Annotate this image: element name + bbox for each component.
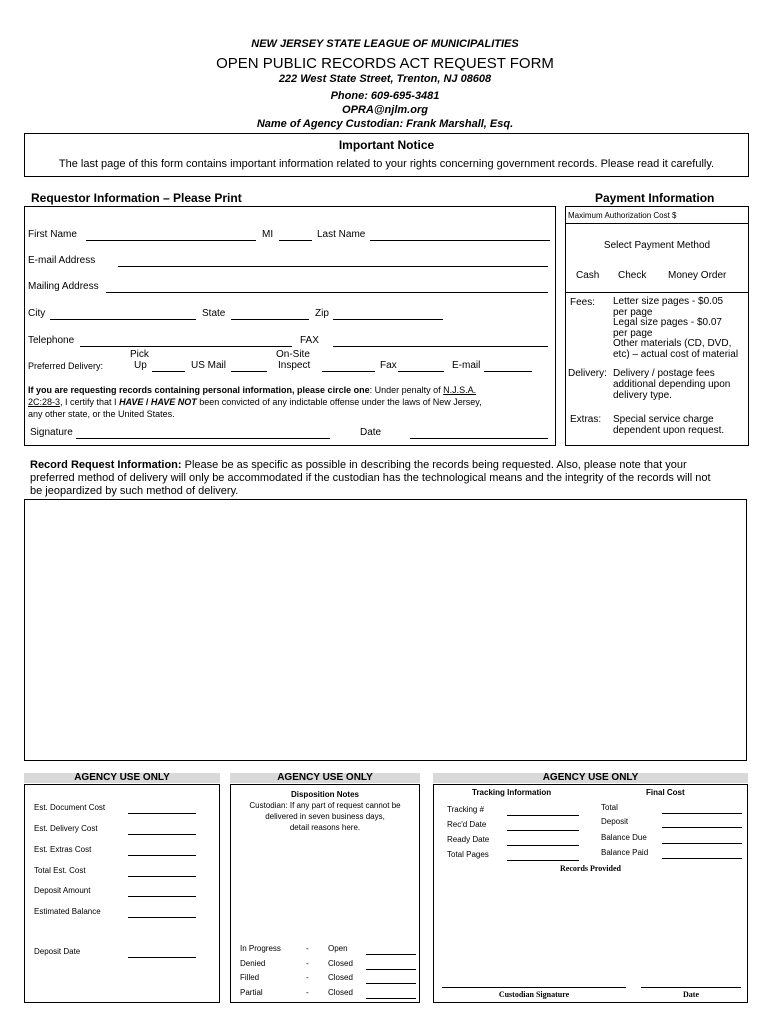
recd-date-field[interactable] bbox=[507, 830, 579, 831]
agency-heading-1: AGENCY USE ONLY bbox=[74, 772, 170, 783]
deposit-date-field[interactable] bbox=[128, 957, 196, 958]
delivery-text: Delivery / postage fees additional depending upon delivery type. bbox=[613, 368, 731, 401]
signature-label: Signature bbox=[30, 427, 73, 438]
status-partial: Partial bbox=[240, 988, 263, 997]
status-open: Open bbox=[328, 944, 348, 953]
mailing-label: Mailing Address bbox=[28, 281, 99, 292]
deposit-date-label: Deposit Date bbox=[34, 947, 81, 956]
final-total-field[interactable] bbox=[662, 813, 742, 814]
email-field[interactable] bbox=[118, 266, 548, 267]
fees-label: Fees: bbox=[570, 297, 596, 308]
status-dash-2: - bbox=[306, 959, 309, 968]
status-filled: Filled bbox=[240, 973, 260, 982]
max-auth-label: Maximum Authorization Cost $ bbox=[568, 211, 677, 220]
check-option[interactable]: Check bbox=[618, 270, 647, 281]
certification-text: If you are requesting records containing personal information, please circle one: Under penalty of N.J.S.A. 2C:28-3, I certify that I HAVE / HAVE NOT been convicted of any indictable offense under the laws of New Jersey, any other state, or the United States. bbox=[28, 385, 482, 419]
ready-date-field[interactable] bbox=[507, 845, 579, 846]
status-filled-field[interactable] bbox=[366, 983, 416, 984]
fax-delivery-field[interactable] bbox=[398, 371, 444, 372]
status-partial-field[interactable] bbox=[366, 998, 416, 999]
final-cost-title: Final Cost bbox=[646, 788, 685, 797]
select-payment-label: Select Payment Method bbox=[603, 240, 711, 251]
money-order-option[interactable]: Money Order bbox=[668, 270, 727, 281]
status-open-field[interactable] bbox=[366, 954, 416, 955]
status-closed-2: Closed bbox=[328, 973, 353, 982]
fax-label: FAX bbox=[300, 335, 319, 346]
pick-label: Pick bbox=[130, 349, 149, 360]
first-name-field[interactable] bbox=[86, 240, 256, 241]
balance-due-field[interactable] bbox=[662, 843, 742, 844]
inspect-label: Inspect bbox=[278, 360, 311, 371]
status-denied-field[interactable] bbox=[366, 969, 416, 970]
total-est-cost-label: Total Est. Cost bbox=[34, 866, 86, 875]
usmail-field[interactable] bbox=[231, 371, 267, 372]
have-option[interactable]: HAVE bbox=[119, 397, 144, 407]
form-title: OPEN PUBLIC RECORDS ACT REQUEST FORM bbox=[216, 55, 554, 72]
tracking-box bbox=[433, 784, 748, 1003]
est-extras-cost-field[interactable] bbox=[128, 855, 196, 856]
notice-box bbox=[24, 133, 749, 177]
status-dash-1: - bbox=[306, 944, 309, 953]
last-name-field[interactable] bbox=[370, 240, 550, 241]
recd-date-label: Rec'd Date bbox=[447, 820, 487, 829]
est-delivery-cost-field[interactable] bbox=[128, 834, 196, 835]
up-label: Up bbox=[134, 360, 147, 371]
records-provided-label: Records Provided bbox=[560, 864, 621, 873]
agency-heading-2: AGENCY USE ONLY bbox=[277, 772, 373, 783]
est-document-cost-label: Est. Document Cost bbox=[34, 803, 106, 812]
email: OPRA@njlm.org bbox=[342, 104, 428, 116]
last-name-label: Last Name bbox=[317, 229, 366, 240]
pickup-field[interactable] bbox=[152, 371, 185, 372]
fees-text: Letter size pages - $0.05 per page Legal size pages - $0.07 per page Other materials (CD, DVD, etc) – actual cost of material bbox=[613, 296, 739, 360]
extras-label: Extras: bbox=[570, 414, 602, 425]
telephone-field[interactable] bbox=[80, 346, 292, 347]
phone: Phone: 609-695-3481 bbox=[330, 90, 440, 102]
cash-option[interactable]: Cash bbox=[576, 270, 600, 281]
disposition-title: Disposition Notes bbox=[290, 790, 359, 799]
balance-due-label: Balance Due bbox=[601, 833, 647, 842]
final-deposit-label: Deposit bbox=[601, 817, 629, 826]
telephone-label: Telephone bbox=[28, 335, 75, 346]
agency-heading-3: AGENCY USE ONLY bbox=[542, 772, 639, 783]
email-delivery-label: E-mail bbox=[452, 360, 481, 371]
tracking-number-label: Tracking # bbox=[447, 805, 485, 814]
payment-heading: Payment Information bbox=[595, 191, 715, 205]
zip-label: Zip bbox=[315, 308, 329, 319]
disposition-text: Custodian: If any part of request cannot be delivered in seven business days, detail reasons here. bbox=[249, 801, 401, 832]
mailing-field[interactable] bbox=[106, 292, 548, 293]
final-total-label: Total bbox=[601, 803, 618, 812]
total-pages-label: Total Pages bbox=[447, 850, 489, 859]
est-document-cost-field[interactable] bbox=[128, 813, 196, 814]
date-field[interactable] bbox=[410, 438, 548, 439]
fax-field[interactable] bbox=[333, 346, 548, 347]
total-pages-field[interactable] bbox=[507, 860, 579, 861]
custodian-signature-field[interactable] bbox=[442, 987, 626, 988]
delivery-label: Delivery: bbox=[568, 368, 607, 379]
total-est-cost-field[interactable] bbox=[128, 876, 196, 877]
onsite-label: On-Site bbox=[276, 349, 310, 360]
email-delivery-field[interactable] bbox=[484, 371, 532, 372]
ready-date-label: Ready Date bbox=[447, 835, 490, 844]
city-label: City bbox=[28, 308, 46, 319]
custodian-signature-label: Custodian Signature bbox=[498, 990, 570, 999]
inspect-field[interactable] bbox=[322, 371, 375, 372]
state-field[interactable] bbox=[231, 319, 309, 320]
status-dash-4: - bbox=[306, 988, 309, 997]
have-not-option[interactable]: HAVE NOT bbox=[150, 397, 197, 407]
tracking-number-field[interactable] bbox=[507, 815, 579, 816]
est-extras-cost-label: Est. Extras Cost bbox=[34, 845, 92, 854]
payment-divider bbox=[565, 292, 749, 293]
record-request-textarea[interactable] bbox=[24, 499, 747, 761]
mi-label: MI bbox=[262, 229, 274, 240]
deposit-amount-field[interactable] bbox=[128, 896, 196, 897]
status-denied: Denied bbox=[240, 959, 266, 968]
requestor-heading: Requestor Information – Please Print bbox=[31, 191, 242, 205]
notice-text: The last page of this form contains important information related to your rights concerning government records. Please read it carefully. bbox=[58, 158, 715, 170]
zip-field[interactable] bbox=[333, 319, 443, 320]
custodian-name: Name of Agency Custodian: Frank Marshall, Esq. bbox=[256, 118, 514, 130]
status-in-progress: In Progress bbox=[240, 944, 281, 953]
custodian-date-label: Date bbox=[683, 990, 699, 999]
signature-field[interactable] bbox=[76, 438, 330, 439]
custodian-date-field[interactable] bbox=[641, 987, 741, 988]
deposit-amount-label: Deposit Amount bbox=[34, 886, 91, 895]
state-label: State bbox=[202, 308, 226, 319]
balance-paid-field[interactable] bbox=[662, 858, 742, 859]
org-name: NEW JERSEY STATE LEAGUE OF MUNICIPALITIES bbox=[251, 38, 519, 50]
status-closed-3: Closed bbox=[328, 988, 353, 997]
preferred-delivery-label: Preferred Delivery: bbox=[28, 361, 104, 371]
status-dash-3: - bbox=[306, 973, 309, 982]
usmail-label: US Mail bbox=[191, 360, 227, 371]
record-request-instructions: Record Request Information: Please be as specific as possible in describing the records being requested. Also, please note that your preferred method of delivery will only be accommodated if the custodian has the technological means and the integrity of the records will not be jeopardized by such method of delivery. bbox=[30, 459, 711, 497]
mi-field[interactable] bbox=[279, 240, 312, 241]
final-deposit-field[interactable] bbox=[662, 827, 742, 828]
status-closed-1: Closed bbox=[328, 959, 353, 968]
notice-title: Important Notice bbox=[338, 138, 435, 152]
email-label: E-mail Address bbox=[28, 255, 96, 266]
estimated-balance-label: Estimated Balance bbox=[34, 907, 101, 916]
estimated-balance-field[interactable] bbox=[128, 917, 196, 918]
balance-paid-label: Balance Paid bbox=[601, 848, 649, 857]
extras-text: Special service charge dependent upon request. bbox=[613, 414, 725, 436]
date-label: Date bbox=[360, 427, 382, 438]
fax-delivery-label: Fax bbox=[380, 360, 397, 371]
address: 222 West State Street, Trenton, NJ 08608 bbox=[278, 73, 492, 85]
max-auth-field[interactable] bbox=[565, 223, 749, 224]
tracking-title: Tracking Information bbox=[472, 788, 552, 797]
first-name-label: First Name bbox=[28, 229, 77, 240]
est-delivery-cost-label: Est. Delivery Cost bbox=[34, 824, 98, 833]
city-field[interactable] bbox=[50, 319, 196, 320]
